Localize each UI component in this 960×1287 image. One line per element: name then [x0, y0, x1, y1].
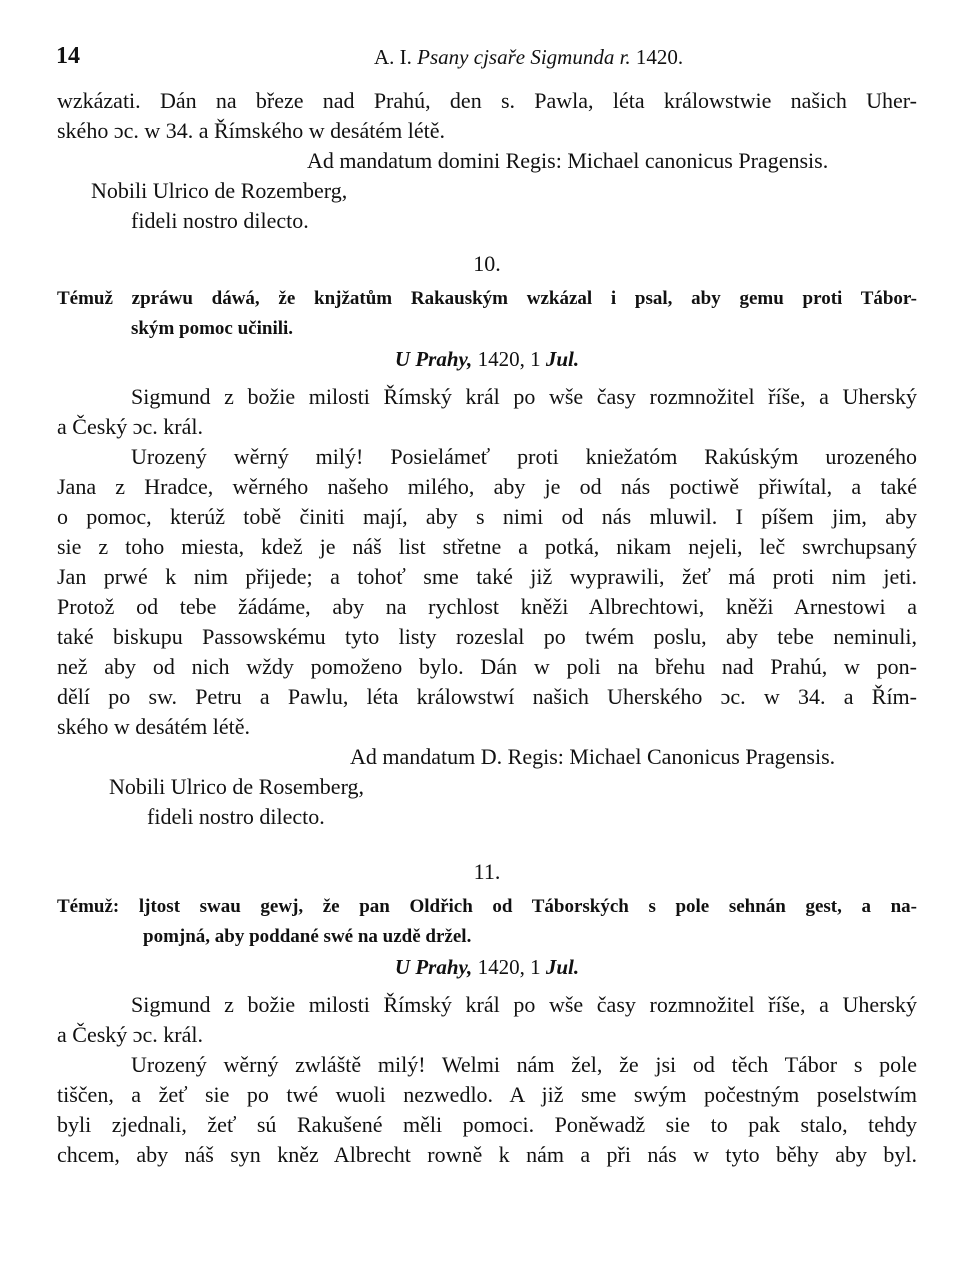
date-line: U Prahy, 1420, 1 Jul.	[394, 347, 580, 371]
text-line: chcem, aby náš syn kněz Albrecht rowně k nám a při nás w tyto běhy aby byl.	[57, 1142, 917, 1167]
text-line: Urozený wěrný zwláště milý! Welmi nám žel, že jsi od těch Tábor s pole	[131, 1052, 917, 1077]
signature-line: Ad mandatum D. Regis: Michael Canonicus Pragensis.	[350, 744, 836, 769]
text-line: byli zjednali, žeť sú Rakušené měli pomoci. Poněwadž sie to pak stalo, tehdy	[57, 1112, 917, 1137]
text-line: tiščen, a žeť sie po twé wuoli nezwedlo. A již sme swým počestným poselstwím	[57, 1082, 917, 1107]
text-line: Sigmund z božie milosti Římský král po wše časy rozmnožitel říše, a Uherský	[131, 992, 917, 1017]
text-line: sie z toho miesta, kdež je náš list střetne a potká, nikam nejeli, leč swrchupsaný	[57, 534, 917, 559]
series-label: A. I.	[374, 45, 412, 69]
text-line: Protož od tebe žádáme, aby na rychlost kněži Albrechtowi, kněži Arnestowi a	[57, 594, 917, 619]
running-header	[56, 43, 916, 73]
text-line: ského w desátém létě.	[57, 714, 251, 739]
text-line: dělí po sw. Petru a Pawlu, léta králowstwí našich Uherského ɔc. w 34. a Řím-	[57, 684, 917, 709]
text-line: Sigmund z božie milosti Římský král po wše časy rozmnožitel říše, a Uherský	[131, 384, 917, 409]
title-italic: Psany cjsaře Sigmunda r.	[417, 45, 631, 69]
text-line: o pomoc, kterúž tobě činiti mají, aby s nimi od nás mluwil. I píšem jim, aby	[57, 504, 917, 529]
date-line: U Prahy, 1420, 1 Jul.	[394, 955, 580, 979]
text-line: také biskupu Passowskému tyto listy rozeslal po twém poslu, aby tebe neminuli,	[57, 624, 917, 649]
document-number: 10.	[473, 251, 501, 276]
address-line: Nobili Ulrico de Rozemberg,	[91, 178, 348, 203]
summary-line: Témuž: ljtost swau gewj, že pan Oldřich od Táborských s pole sehnán gest, a na-	[57, 896, 917, 917]
document-number: 11.	[473, 859, 501, 884]
text-line: Jan prwé k nim přijede; a tohoť sme také již wyprawili, žeť má proti nim jeti.	[57, 564, 917, 589]
summary-line: ským pomoc učinili.	[131, 318, 294, 339]
text-line: Jana z Hradce, wěrného našeho milého, aby je od nás poctiwě přiwítal, a také	[57, 474, 917, 499]
signature-line: Ad mandatum domini Regis: Michael canonicus Pragensis.	[307, 148, 829, 173]
page-number: 14	[56, 43, 80, 69]
summary-line: pomjná, aby poddané swé na uzdě držel.	[143, 926, 472, 947]
text-line: Urozený wěrný milý! Posielámeť proti kniežatóm Rakúským urozeného	[131, 444, 917, 469]
address-line: fideli nostro dilecto.	[147, 804, 325, 829]
title-year: 1420.	[635, 45, 684, 69]
text-line: ského ɔc. w 34. a Římského w desátém létě.	[57, 118, 445, 143]
text-line: a Český ɔc. král.	[57, 414, 203, 439]
document-body	[57, 86, 917, 1170]
text-line: než aby od nich wždy pomoženo bylo. Dán w poli na břehu nad Prahú, w pon-	[57, 654, 917, 679]
address-line: Nobili Ulrico de Rosemberg,	[109, 774, 364, 799]
summary-line: Témuž zpráwu dáwá, že knjžatům Rakauským wzkázal i psal, aby gemu proti Tábor-	[57, 288, 917, 309]
running-title	[374, 45, 683, 70]
text-line: wzkázati. Dán na březe nad Prahú, den s. Pawla, léta králowstwie našich Uher-	[57, 88, 917, 113]
address-line: fideli nostro dilecto.	[131, 208, 309, 233]
text-line: a Český ɔc. král.	[57, 1022, 203, 1047]
